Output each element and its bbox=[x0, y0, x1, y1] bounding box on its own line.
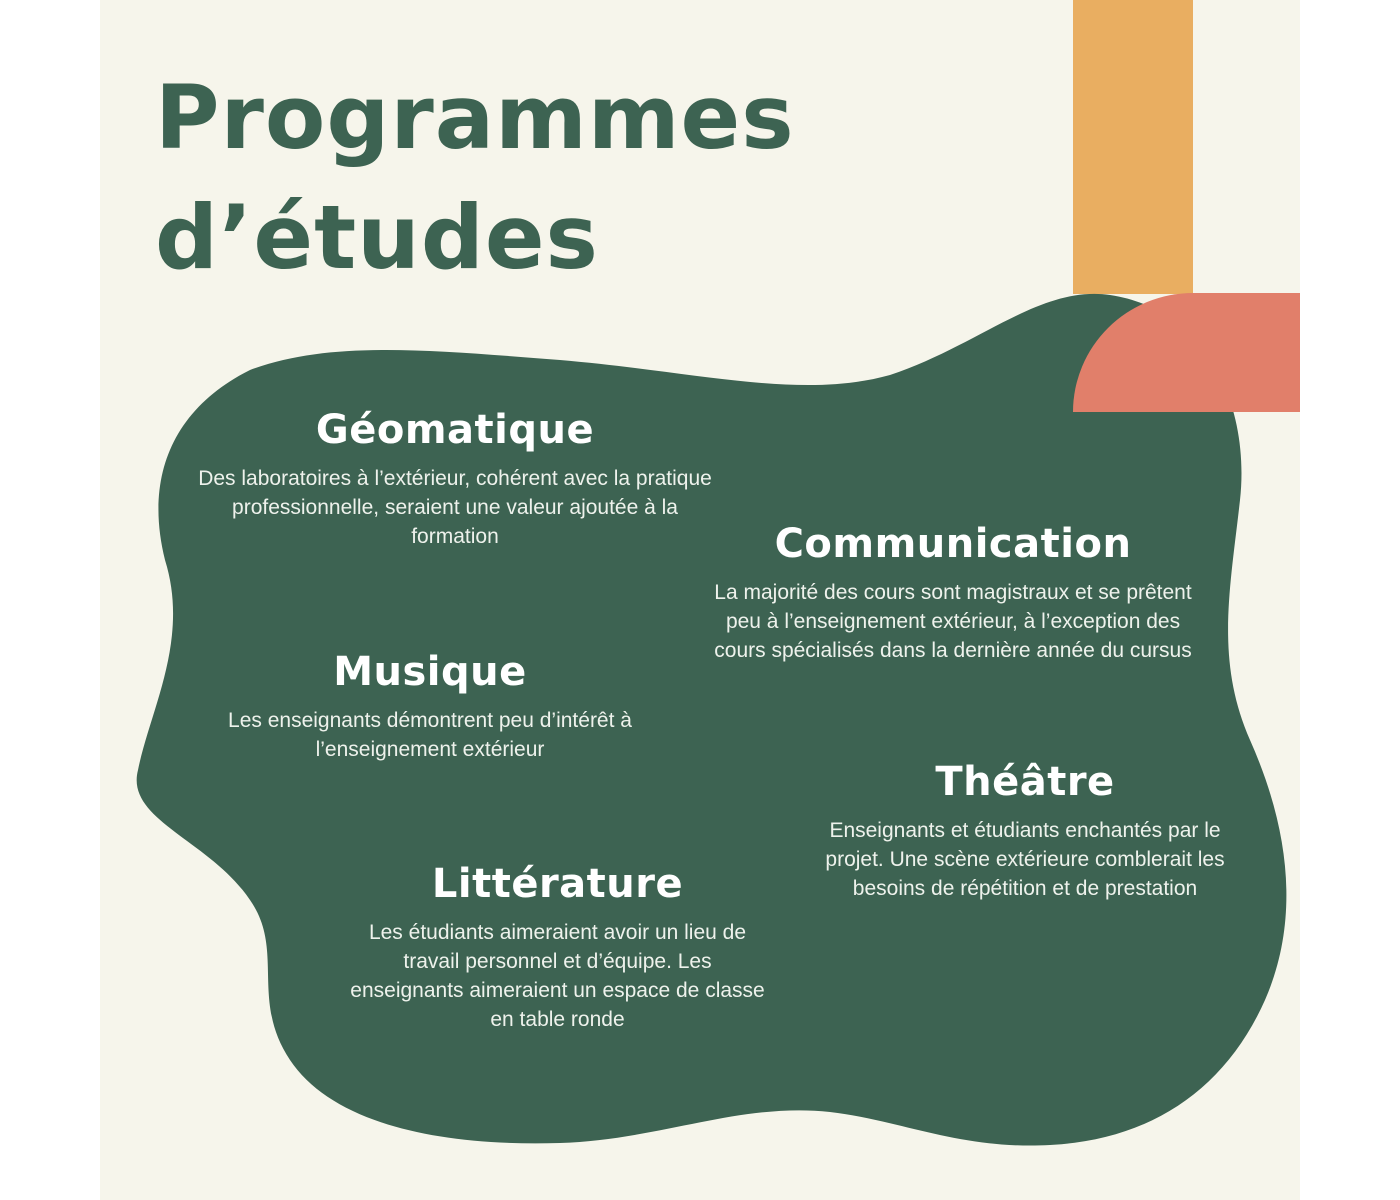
program-description: Les enseignants démontrent peu d’intérêt à l’enseignement extérieur bbox=[228, 709, 632, 761]
program-geomatique bbox=[195, 404, 715, 551]
page-title-line-1: Programmes bbox=[155, 66, 795, 169]
page-title-line-2: d’études bbox=[155, 186, 599, 289]
poster-page bbox=[100, 0, 1300, 1200]
program-theatre bbox=[800, 756, 1250, 903]
program-title: Littérature bbox=[431, 861, 684, 907]
program-communication bbox=[708, 518, 1198, 665]
program-description: La majorité des cours sont magistraux et se prêtent peu à l’enseignement extérieur, à l’exception des cours spécialisés dans la dernière année du cursus bbox=[714, 581, 1192, 662]
program-title: Musique bbox=[333, 649, 527, 695]
program-description: Les étudiants aimeraient avoir un lieu de travail personnel et d’équipe. Les enseignants aimeraient un espace de classe en table ronde bbox=[350, 921, 765, 1031]
program-title: Géomatique bbox=[315, 407, 595, 453]
program-title: Théâtre bbox=[935, 759, 1115, 805]
program-musique bbox=[185, 646, 675, 764]
program-description: Enseignants et étudiants enchantés par le projet. Une scène extérieure comblerait les besoins de répétition et de prestation bbox=[825, 819, 1225, 900]
program-title: Communication bbox=[774, 521, 1132, 567]
program-description: Des laboratoires à l’extérieur, cohérent avec la pratique professionnelle, seraient une valeur ajoutée à la formation bbox=[198, 467, 712, 548]
program-litterature bbox=[345, 858, 770, 1034]
